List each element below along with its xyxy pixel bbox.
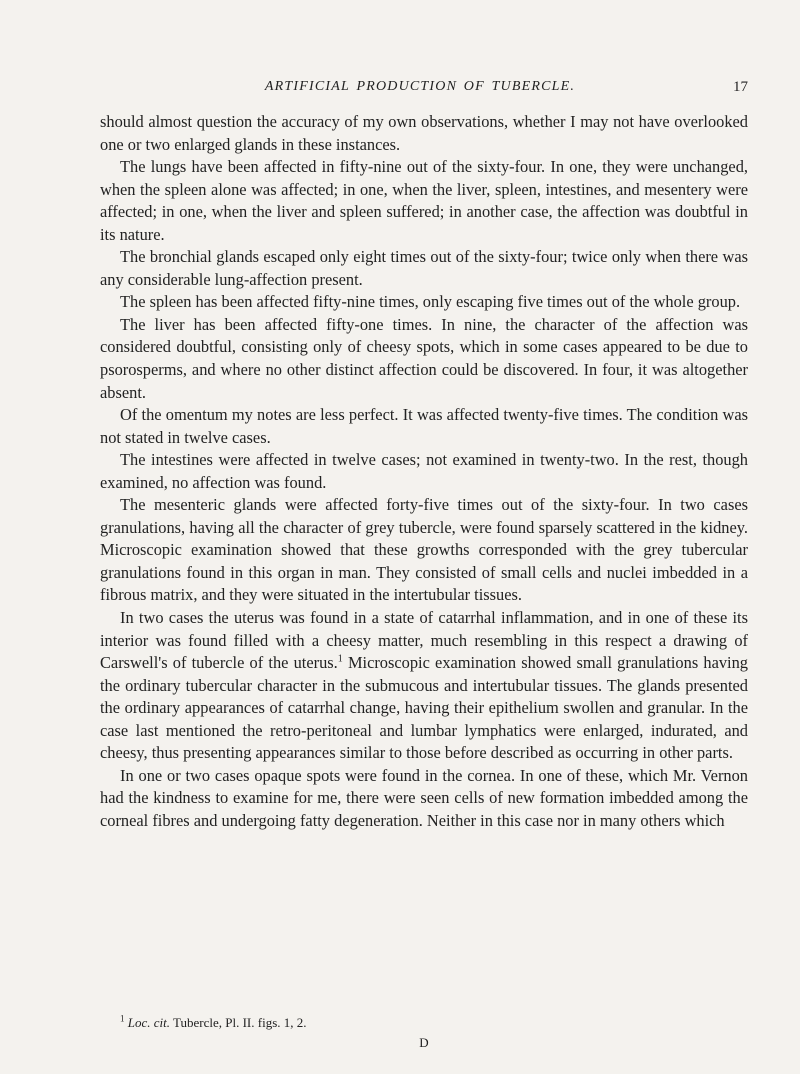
paragraph-with-footnote: [100, 607, 748, 765]
running-title: ARTIFICIAL PRODUCTION OF TUBERCLE.: [264, 79, 576, 94]
signature-mark: D: [419, 1035, 429, 1050]
footnote-reference: 1: [337, 653, 343, 665]
paragraph: In one or two cases opaque spots were found in the cornea. In one of these, which Mr. Vernon had the kindness to examine for me, there were seen cells of new formation imbedded among the corneal fibres and undergoing fatty degeneration. Neither in this case nor in many others which: [100, 765, 748, 830]
paragraph: The liver has been affected fifty-one times. In nine, the character of the affection was considered doubtful, consisting only of cheesy spots, which in some cases appeared to be due to psorosperms, and where no other distinct affection could be discovered. In four, it was altogether absent.: [100, 314, 748, 402]
footnote-mark: 1: [120, 1013, 125, 1024]
paragraph: should almost question the accuracy of my own observations, whether I may not have overlooked one or two enlarged glands in these instances.: [100, 112, 748, 154]
body-text: [100, 111, 748, 833]
footnote-text: Tubercle, Pl. II. figs. 1, 2.: [173, 1015, 307, 1030]
paragraph: The mesenteric glands were affected forty-five times out of the sixty-four. In two cases granulations, having all the character of grey tubercle, were found sparsely scattered in the kidney. Microscopic examination showed that these growths corresponded with the grey tubercular granulations found in this organ in man. They consisted of small cells and nuclei imbedded in a fibrous matrix, and they were situated in the intertubular tissues.: [100, 495, 748, 605]
running-head: [100, 79, 748, 103]
paragraph: The lungs have been affected in fifty-nine out of the sixty-four. In one, they were unchanged, when the spleen alone was affected; in one, when the liver, spleen, intestines, and mesentery were affected; in one, when the liver and spleen suffered; in another case, the affection was doubtful in its nature.: [100, 157, 748, 244]
footnote-citation: Loc. cit.: [127, 1015, 170, 1030]
paragraph: The intestines were affected in twelve cases; not examined in twenty-two. In the rest, though examined, no affection was found.: [100, 450, 748, 492]
paragraph-continuation: Microscopic examination showed small granulations having the ordinary tubercular character in the submucous and intertubular tissues. The glands presented the ordinary appearances of catarrhal change, having their epithelium swollen and granular. In the case last mentioned the retro-peritoneal and lumbar lymphatics were enlarged, indurated, and cheesy, thus presenting appearances similar to those before described as occurring in other parts.: [100, 653, 748, 763]
paragraph-text: In two cases the uterus was found in a state of catarrhal inflammation, and in one of these its interior was found filled with a cheesy matter, much resembling in this respect a drawing of Carswell's of tubercle of the uterus.: [100, 608, 748, 673]
paragraph: Of the omentum my notes are less perfect. It was affected twenty-five times. The condition was not stated in twelve cases.: [100, 405, 748, 447]
page-number: 17: [733, 79, 748, 95]
paragraph: The spleen has been affected fifty-nine times, only escaping five times out of the whole group.: [120, 292, 741, 312]
paragraph: The bronchial glands escaped only eight times out of the sixty-four; twice only when there was any considerable lung-affection present.: [100, 247, 748, 289]
footnote: [100, 1015, 748, 1031]
